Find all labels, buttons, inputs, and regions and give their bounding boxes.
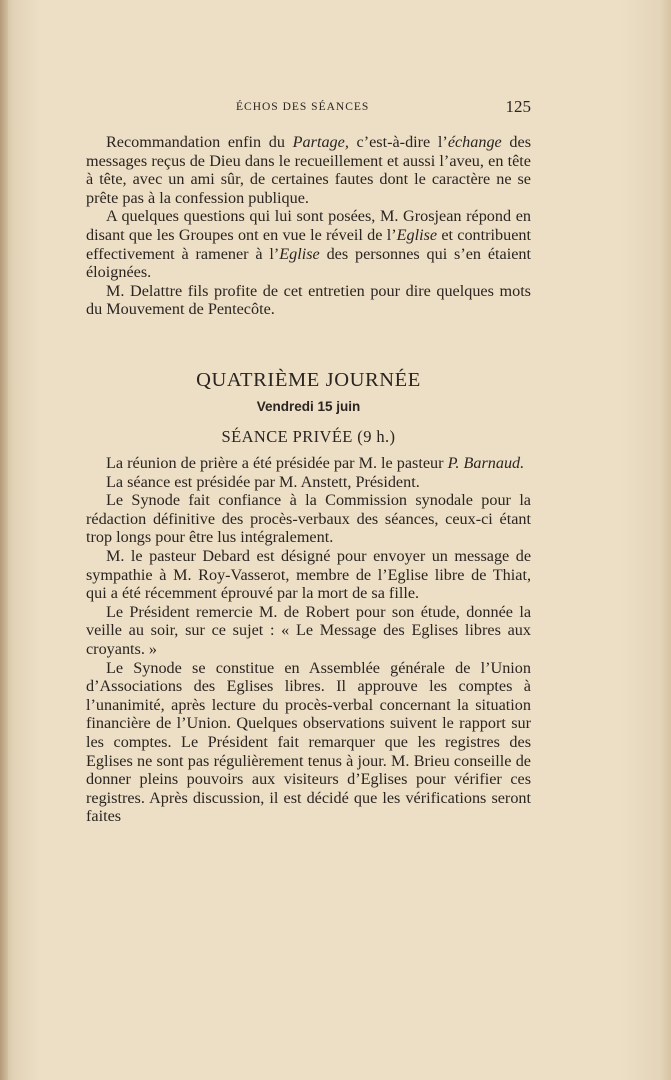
page-number: 125: [505, 97, 531, 116]
paragraph: La réunion de prière a été présidée par M. le pasteur P. Barnaud.: [106, 454, 525, 472]
italic-text: Eglise: [396, 225, 438, 244]
date-subheading: Vendredi 15 juin: [256, 399, 361, 414]
session-heading: SÉANCE PRIVÉE (9 h.): [221, 427, 396, 446]
day-heading: QUATRIÈME JOURNÉE: [196, 369, 421, 391]
running-head: [86, 99, 531, 119]
italic-text: échange: [447, 133, 502, 151]
paragraph: M. Delattre fils profite de cet entretien pour dire quelques mots du Mouvement de Pentecôte.: [86, 281, 531, 319]
page-spine-shadow: [0, 0, 8, 1080]
paragraph: Le Synode se constitue en Assemblée générale de l’Union d’Associations des Eglises libres. Il approuve les comptes à l’unanimité, après lecture du procès-verbal concernant la situation financière de l’Union. Quelques observations suivent le rapport sur les comptes. Le Président fait remarquer que les registres des Eglises ne sont pas régulièrement tenus à jour. M. Brieu conseille de donner pleins pouvoirs aux visiteurs d’Eglises pour vérifier ces registres. Après discussion, il est décidé que les vérifications seront faites: [86, 658, 531, 826]
paragraph: M. le pasteur Debard est désigné pour envoyer un message de sympathie à M. Roy-Vasserot, membre de l’Eglise libre de Thiat, qui a été récemment éprouvé par la mort de sa fille.: [86, 546, 531, 603]
italic-text: P. Barnaud.: [447, 454, 525, 472]
text-block-session: [86, 454, 531, 826]
text-block-top: [86, 133, 531, 319]
paragraph: La séance est présidée par M. Anstett, Président.: [106, 472, 420, 491]
paragraph: A quelques questions qui lui sont posées, M. Grosjean répond en disant que les Groupes ont en vue le réveil de l’Eglise et contribuent effectivement à ramener à l’Eglise des personnes qui s’en étaient éloignées.: [86, 207, 532, 282]
italic-text: Partage,: [292, 133, 349, 151]
italic-text: Eglise: [279, 244, 320, 263]
paragraph: Le Synode fait confiance à la Commission synodale pour la rédaction définitive des procès-verbaux des séances, ceux-ci étant trop longs pour être lus intégralement.: [86, 491, 531, 547]
paragraph: Le Président remercie M. de Robert pour son étude, donnée la veille au soir, sur ce sujet : « Le Message des Eglises libres aux croyants. »: [86, 602, 531, 658]
running-head-title: ÉCHOS DES SÉANCES: [236, 101, 370, 113]
paragraph: Recommandation enfin du Partage, c’est-à-dire l’échange des messages reçus de Dieu dans le recueillement et aussi l’aveu, en tête à tête, avec un ami sûr, de certaines fautes dont le caractère ne se prête pas à la confession publique.: [86, 133, 532, 207]
